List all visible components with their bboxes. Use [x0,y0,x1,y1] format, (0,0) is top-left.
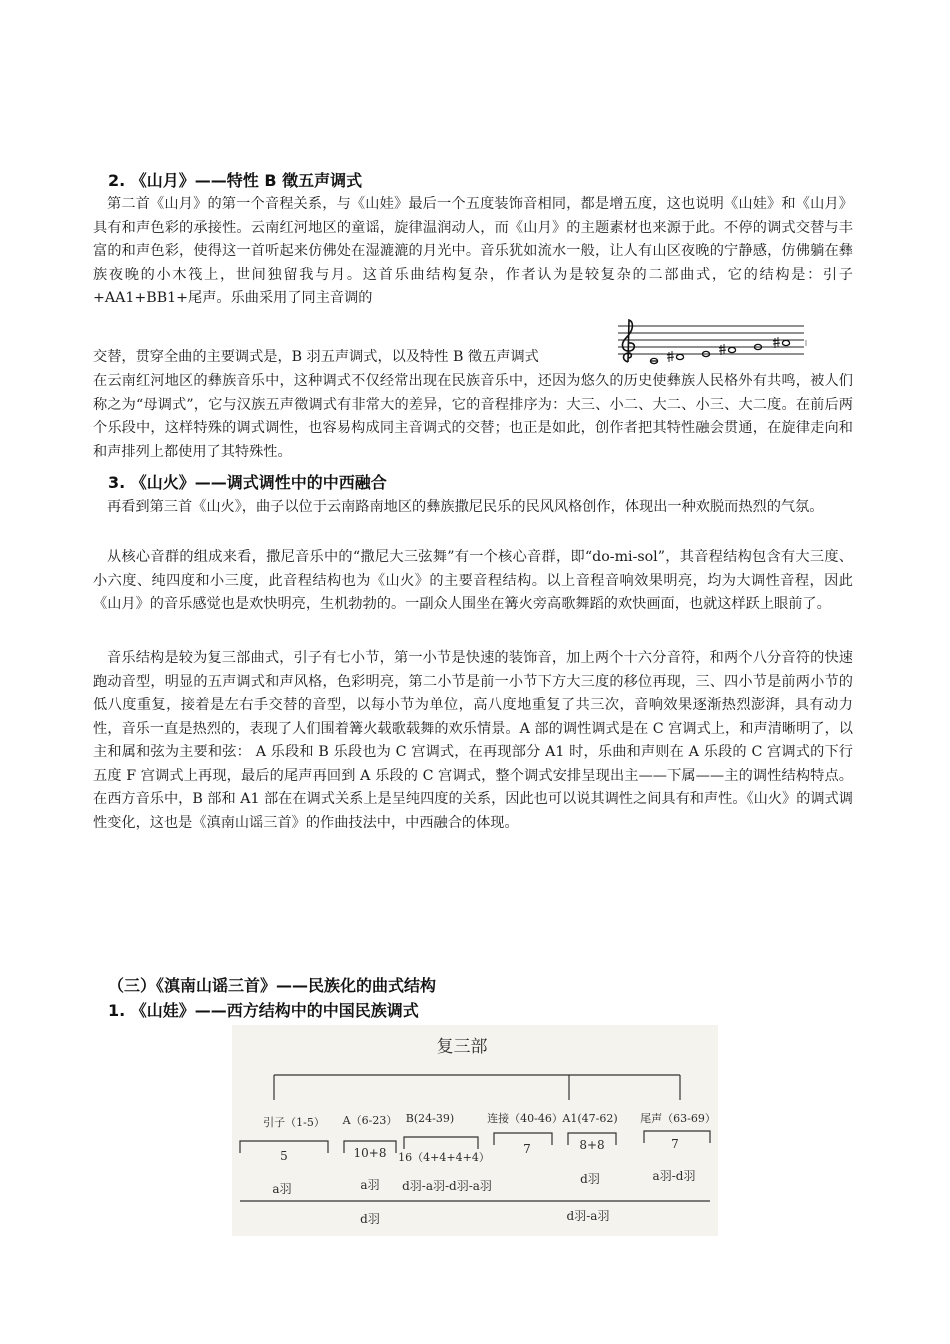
form-structure-diagram [232,1025,718,1236]
section-c-heading: （三）《滇南山谣三首》——民族化的曲式结构 [108,976,437,995]
section-bars-a1: 8+8 [579,1138,605,1152]
music-staff-scale-figure [614,316,810,368]
section-label-link: 连接（40-46） [487,1112,563,1125]
section-2-line-before-staff: 交替，贯穿全曲的主要调式是，B 羽五声调式，以及特性 B 徵五声调式 [93,349,539,365]
top-bracket [274,1075,680,1100]
section-3-paragraph-2: 从核心音群的组成来看，撒尼音乐中的“撒尼大三弦舞”有一个核心音群，即“do-mi-sol”，其音程结构包含有大三度、小六度、纯四度和小三度，此音程结构也为《山火》的主要音程结构。以上音程音响效果明亮，均为大调性音程，因此《山月》的音乐感觉也是欢快明亮，生机勃勃的。一副众人围坐在篝火旁高歌舞蹈的欢快画面，也就这样跃上眼前了。 [93,549,853,612]
section-label-a: A（6-23） [342,1114,398,1127]
section-bars-a: 10+8 [353,1146,387,1160]
section-key-b: d羽-a羽-d羽-a羽 [402,1179,492,1193]
section-bars-coda: 7 [671,1137,679,1151]
section-label-intro: 引子（1-5） [263,1116,325,1129]
section-label-b: B(24-39) [405,1112,455,1125]
section-key-intro: a羽 [272,1182,292,1196]
section-c-subheading: 1. 《山娃》——西方结构中的中国民族调式 [108,1001,419,1020]
section-2-paragraph-1: 第二首《山月》的第一个音程关系，与《山娃》最后一个五度装饰音相同，都是增五度，这也说明《山娃》和《山月》具有和声色彩的承接性。云南红河地区的童谣，旋律温润动人，而《山月》的主题素材也来源于此。不停的调式交替与丰富的和声色彩，使得这一首听起来仿佛处在湿漉漉的月光中。音乐犹如流水一般，让人有山区夜晚的宁静感，仿佛躺在彝族夜晚的小木筏上，世间独留我与月。这首乐曲结构复杂，作者认为是较复杂的二部曲式，它的结构是：引子+AA1+BB1+尾声。乐曲采用了同主音调的 [93,196,853,306]
section-bars-link: 7 [523,1142,531,1156]
section-3-paragraph-3: 音乐结构是较为复三部曲式，引子有七小节，第一小节是快速的装饰音，加上两个十六分音符，和两个八分音符的快速跑动音型，明显的五声调式和声风格，色彩明亮，第二小节是前一小节下方大三度的移位再现，三、四小节是前两小节的低八度重复，接着是左右手交替的音型，以每小节为单位，高八度地重复了共三次，音响效果逐渐热烈澎湃，具有动力性，音乐一直是热烈的，表现了人们围着篝火载歌载舞的欢乐情景。A 部的调性调式是在 C 宫调式上，和声清晰明了，以主和属和弦为主要和弦： A 乐段和 B 乐段也为 C 宫调式，在再现部分 A1 时，乐曲和声则在 A 乐段的 C 宫调式的下行五度 F 宫调式上再现，最后的尾声再回到 A 乐段的 C 宫调式，整个调式安排呈现出主——下属——主的调性结构特点。在西方音乐中，B 部和 A1 部在在调式关系上是呈纯四度的关系，因此也可以说其调性之间具有和声性。《山火》的调式调性变化，这也是《滇南山谣三首》的作曲技法中，中西融合的体现。 [93,650,853,831]
section-key-coda: a羽-d羽 [652,1169,696,1183]
section-2-paragraph-2: 在云南红河地区的彝族音乐中，这种调式不仅经常出现在民族音乐中，还因为悠久的历史使彝族人民格外有共鸣，被人们称之为“母调式”，它与汉族五声徵调式有非常大的差异，它的音程排序为：大三、小二、大二、小三、大二度。在前后两个乐段中，这样特殊的调式调性，也容易构成同主音调式的交替；也正是如此，创作者把其特性融会贯通，在旋律走向和和声排列上都使用了其特殊性。 [93,373,853,460]
section-label-coda: 尾声（63-69） [640,1112,716,1125]
section-brackets [240,1131,710,1153]
section-3-paragraph-1: 再看到第三首《山火》，曲子以位于云南路南地区的彝族撒尼民乐的民风风格创作，体现出一种欢脱而热烈的气氛。 [107,499,824,515]
section-label-a1: A1(47-62) [562,1112,618,1125]
section-2-heading: 2. 《山月》——特性 B 徵五声调式 [108,171,363,190]
section-bars-intro: 5 [280,1149,288,1163]
section-3-heading: 3. 《山火》——调式调性中的中西融合 [108,473,387,492]
section-bars-b: 16（4+4+4+4） [398,1151,490,1164]
section-key-a: a羽 [360,1178,380,1192]
bottom-key-left: d羽 [360,1212,380,1226]
bottom-key-right: d羽-a羽 [566,1209,610,1223]
diagram-title: 复三部 [436,1037,488,1057]
section-key-a1: d羽 [580,1172,600,1186]
